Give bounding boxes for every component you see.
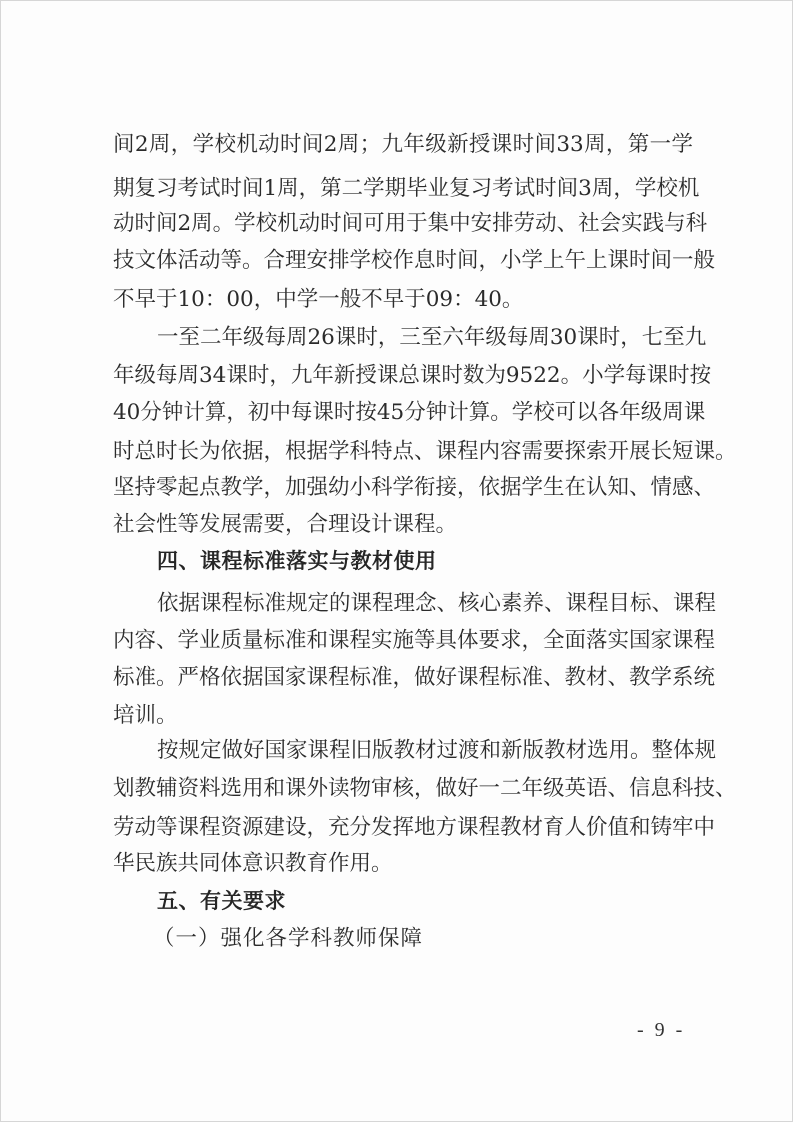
paragraph-line: 标准。严格依据国家课程标准，做好课程标准、教材、教学系统 (113, 665, 716, 690)
section-heading: 五、有关要求 (157, 889, 286, 913)
page-number: - 9 - (637, 1019, 686, 1041)
paragraph-line: 年级每周34课时，九年新授课总课时数为9522。小学每课时按 (113, 363, 712, 388)
paragraph-line: 期复习考试时间1周，第二学期毕业复习考试时间3周，学校机 (113, 176, 700, 201)
paragraph-line: 内容、学业质量标准和课程实施等具体要求，全面落实国家课程 (113, 628, 716, 653)
paragraph-line: 一至二年级每周26课时，三至六年级每周30课时，七至九 (157, 325, 707, 350)
paragraph-line: 动时间2周。学校机动时间可用于集中安排劳动、社会实践与科 (113, 211, 708, 236)
paragraph-line: 依据课程标准规定的课程理念、核心素养、课程目标、课程 (157, 591, 717, 616)
paragraph-line: 间2周，学校机动时间2周；九年级新授课时间33周，第一学 (113, 132, 693, 157)
paragraph-line: 划教辅资料选用和课外读物审核，做好一二年级英语、信息科技、 (113, 776, 737, 801)
paragraph-line: 40分钟计算，初中每课时按45分钟计算。学校可以各年级周课 (113, 400, 706, 425)
subsection-heading: （一）强化各学科教师保障 (153, 926, 424, 951)
paragraph-line: 技文体活动等。合理安排学校作息时间，小学上午上课时间一般 (113, 248, 716, 273)
paragraph-line: 华民族共同体意识教育作用。 (113, 851, 393, 876)
paragraph-line: 按规定做好国家课程旧版教材过渡和新版教材选用。整体规 (157, 738, 717, 763)
paragraph-line: 培训。 (113, 703, 178, 728)
paragraph-line: 劳动等课程资源建设，充分发挥地方课程教材育人价值和铸牢中 (113, 815, 716, 840)
paragraph-line: 坚持零起点教学，加强幼小科学衔接，依据学生在认知、情感、 (113, 475, 716, 500)
paragraph-line: 时总时长为依据，根据学科特点、课程内容需要探索开展长短课。 (113, 439, 737, 464)
paragraph-line: 社会性等发展需要，合理设计课程。 (113, 512, 458, 537)
paragraph-line: 不早于10：00，中学一般不早于09：40。 (113, 287, 524, 312)
section-heading: 四、课程标准落实与教材使用 (157, 549, 437, 573)
